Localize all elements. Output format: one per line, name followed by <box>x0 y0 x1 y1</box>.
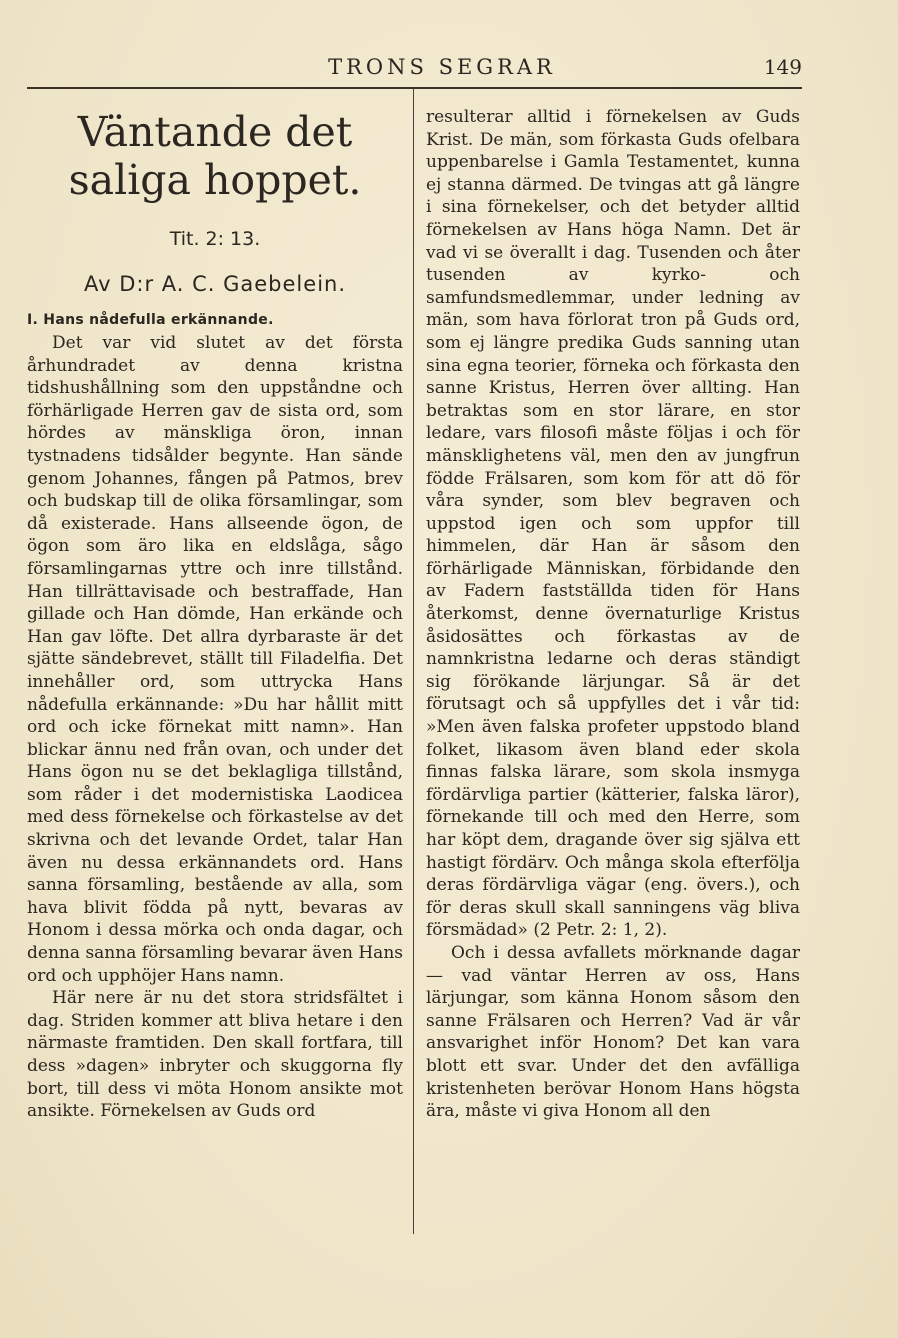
running-title: TRONS SEGRAR <box>328 55 556 79</box>
page-header <box>27 55 802 83</box>
body-paragraph: Här nere är nu det stora stridsfältet i dag. Striden kommer att bliva hetare i den närmaste framtiden. Den skall fortfara, till dess »dagen» inbryter och skuggorna fly bort, till dess vi möta Honom ansikte mot ansikte. Förnekelsen av Guds ord <box>27 988 403 1122</box>
section-heading: I. Hans nådefulla erkännande. <box>27 312 274 328</box>
body-paragraph: resulterar alltid i förnekelsen av Guds Krist. De män, som förkasta Guds ofelbara uppenbarelse i Gamla Testamentet, kunna ej stanna därmed. De tvingas att gå längre i sina förnekelser, och det betyder alltid förnekelsen av Hans höga Namn. Det är vad vi se överallt i dag. Tusenden och åter tusenden av kyrko- och samfundsmedlemmar, under ledning av män, som hava förlorat tron på Guds ord, som ej längre predika Guds sanning utan sina egna teorier, förneka och förkasta den sanne Kristus, Herren över allting. Han betraktas som en stor lärare, en stor ledare, vars filosofi måste följas i och för mänsklighetens väl, men den av jungfrun födde Frälsaren, som kom för att dö för våra synder, som blev begraven och uppstod igen och som uppfor till himmelen, där Han är såsom den förhärligade Människan, förbidande den av Fadern fastställda tiden för Hans återkomst, denne övernaturlige Kristus åsidosättes och förkastas av de namnkristna ledarne och deras ständigt sig förökande lärjungar. Så är det förutsagt och så uppfylles det i vår tid: »Men även falska profeter uppstodo bland folket, likasom även bland eder skola finnas falska lärare, som skola insmyga fördärvliga partier (kätterier, falska läror), förnekande till och med den Herre, som har köpt dem, dragande över sig själva ett hastigt fördärv. Och många skola efterfölja deras fördärvliga vägar (eng. övers.), och för deras skull skall sanningens väg bliva försmädad» (2 Petr. 2: 1, 2). <box>426 107 800 941</box>
article-title: Väntande det saliga hoppet. <box>68 108 362 204</box>
author-byline: Av D:r A. C. Gaebelein. <box>83 272 347 296</box>
page-number: 149 <box>763 55 802 79</box>
column-divider <box>413 89 414 1234</box>
scripture-reference: Tit. 2: 13. <box>169 228 261 250</box>
body-paragraph: Det var vid slutet av det första århundradet av denna kristna tidshushållning som den uppståndne och förhärligade Herren gav de sista ord, som hördes av mänskliga öron, innan tystnadens tidsålder begynte. Han sände genom Johannes, fången på Patmos, brev och budskap till de olika församlingar, som då existerade. Hans allseende ögon, de ögon som äro lika en eldslåga, sågo församlingarnas yttre och inre tillstånd. Han tillrättavisade och bestraffade, Han gillade och Han dömde, Han erkände och Han gav löfte. Det allra dyrbaraste är det sjätte sändebrevet, ställt till Filadelfia. Det innehåller ord, som uttrycka Hans nådefulla erkännande: »Du har hållit mitt ord och icke förnekat mitt namn». Han blickar ännu ned från ovan, och under det Hans ögon nu se det beklagliga tillstånd, som råder i det modernistiska Laodicea med dess förnekelse och förkastelse av det skrivna och det levande Ordet, talar Han även nu dessa erkännandets ord. Hans sanna församling, bestående av alla, som hava blivit födda på nytt, bevaras av Honom i dessa mörka och onda dagar, och denna sanna församling bevarar även Hans ord och upphöjer Hans namn. <box>27 333 403 986</box>
body-paragraph: Och i dessa avfallets mörknande dagar — vad väntar Herren av oss, Hans lärjungar, som känna Honom såsom den sanne Frälsaren och Herren? Vad är vår ansvarighet inför Honom? Det kan vara blott ett svar. Under det den avfälliga kristenheten berövar Honom Hans högsta ära, måste vi giva Honom all den <box>426 942 800 1122</box>
header-rule <box>27 87 802 89</box>
right-column <box>426 106 800 1123</box>
left-column <box>27 100 403 1123</box>
